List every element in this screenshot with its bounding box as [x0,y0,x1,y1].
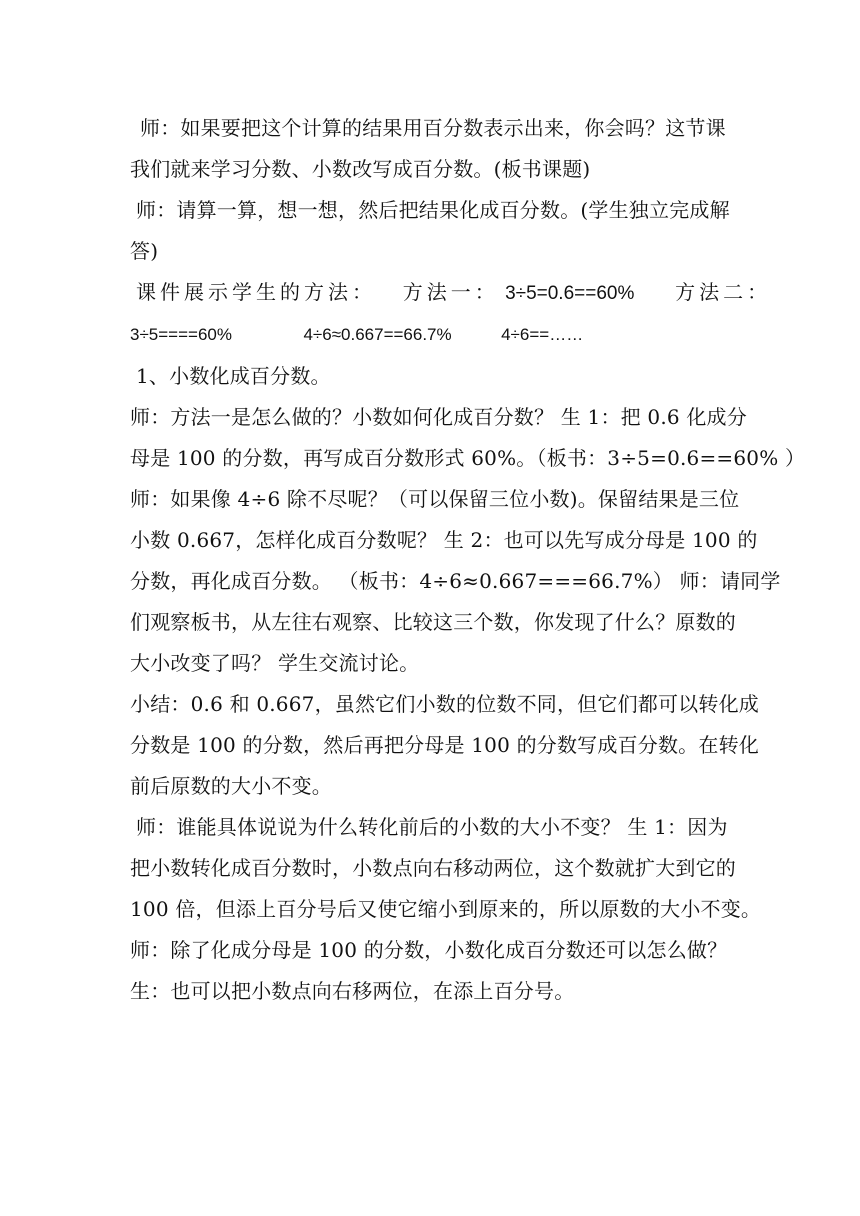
summary-line-3: 前后原数的大小不变。 [130,774,332,798]
method-two-label: 方法二： [675,280,772,304]
paragraph-explain-line-5: 生：也可以把小数点向右移两位，在添上百分号。 [130,979,575,1003]
paragraph-method-line-2: 母是 100 的分数，再写成百分数形式 60%。（板书：3÷5=0.6==60% ） [130,446,806,470]
document-page [130,112,806,1007]
paragraph-explain-line-4: 师：除了化成分母是 100 的分数，小数化成百分数还可以怎么做？ [130,938,728,962]
paragraph-method-line-5: 分数，再化成百分数。 （板书：4÷6≈0.667===66.7%） 师：请同学 [130,569,781,593]
methods-intro-label: 课件展示学生的方法： [136,280,376,304]
summary-line-2: 分数是 100 的分数，然后再把分母是 100 的分数写成百分数。在转化 [130,733,759,757]
method-one-formula: 3÷5=0.6==60% [505,283,635,304]
paragraph-method-line-1: 师：方法一是怎么做的？小数如何化成百分数？ 生 1：把 0.6 化成分 [130,405,747,429]
methods-line-2 [130,319,730,351]
paragraph-intro-line-2: 我们就来学习分数、小数改写成百分数。(板书课题) [130,157,591,181]
paragraph-task-line-1: 师：请算一算，想一想，然后把结果化成百分数。(学生独立完成解 [136,198,730,222]
summary-line-1: 小结：0.6 和 0.667，虽然它们小数的位数不同，但它们都可以转化成 [130,692,759,716]
method-formula-3: 4÷6==…… [501,325,584,344]
method-formula-2: 4÷6≈0.667==66.7% [303,325,452,344]
paragraph-method-line-4: 小数 0.667，怎样化成百分数呢？ 生 2：也可以先写成分母是 100 的 [130,528,758,552]
paragraph-explain-line-3: 100 倍，但添上百分号后又使它缩小到原来的，所以原数的大小不变。 [130,897,762,921]
paragraph-method-line-6: 们观察板书，从左往右观察、比较这三个数，你发现了什么？原数的 [130,610,736,634]
methods-line-1 [130,276,772,310]
method-formula-1: 3÷5====60% [130,325,232,344]
paragraph-method-line-3: 师：如果像 4÷6 除不尽呢？（可以保留三位小数)。保留结果是三位 [130,487,740,511]
paragraph-intro-line-1: 师：如果要把这个计算的结果用百分数表示出来，你会吗？这节课 [140,116,726,140]
section-heading-decimal-to-percent: 1、小数化成百分数。 [136,364,331,388]
paragraph-task-line-2: 答) [130,239,159,263]
method-one-label: 方法一： [402,280,499,304]
paragraph-method-line-7: 大小改变了吗？ 学生交流讨论。 [130,651,420,675]
paragraph-explain-line-1: 师：谁能具体说说为什么转化前后的小数的大小不变？ 生 1：因为 [136,815,728,839]
paragraph-explain-line-2: 把小数转化成百分数时，小数点向右移动两位，这个数就扩大到它的 [130,856,736,880]
